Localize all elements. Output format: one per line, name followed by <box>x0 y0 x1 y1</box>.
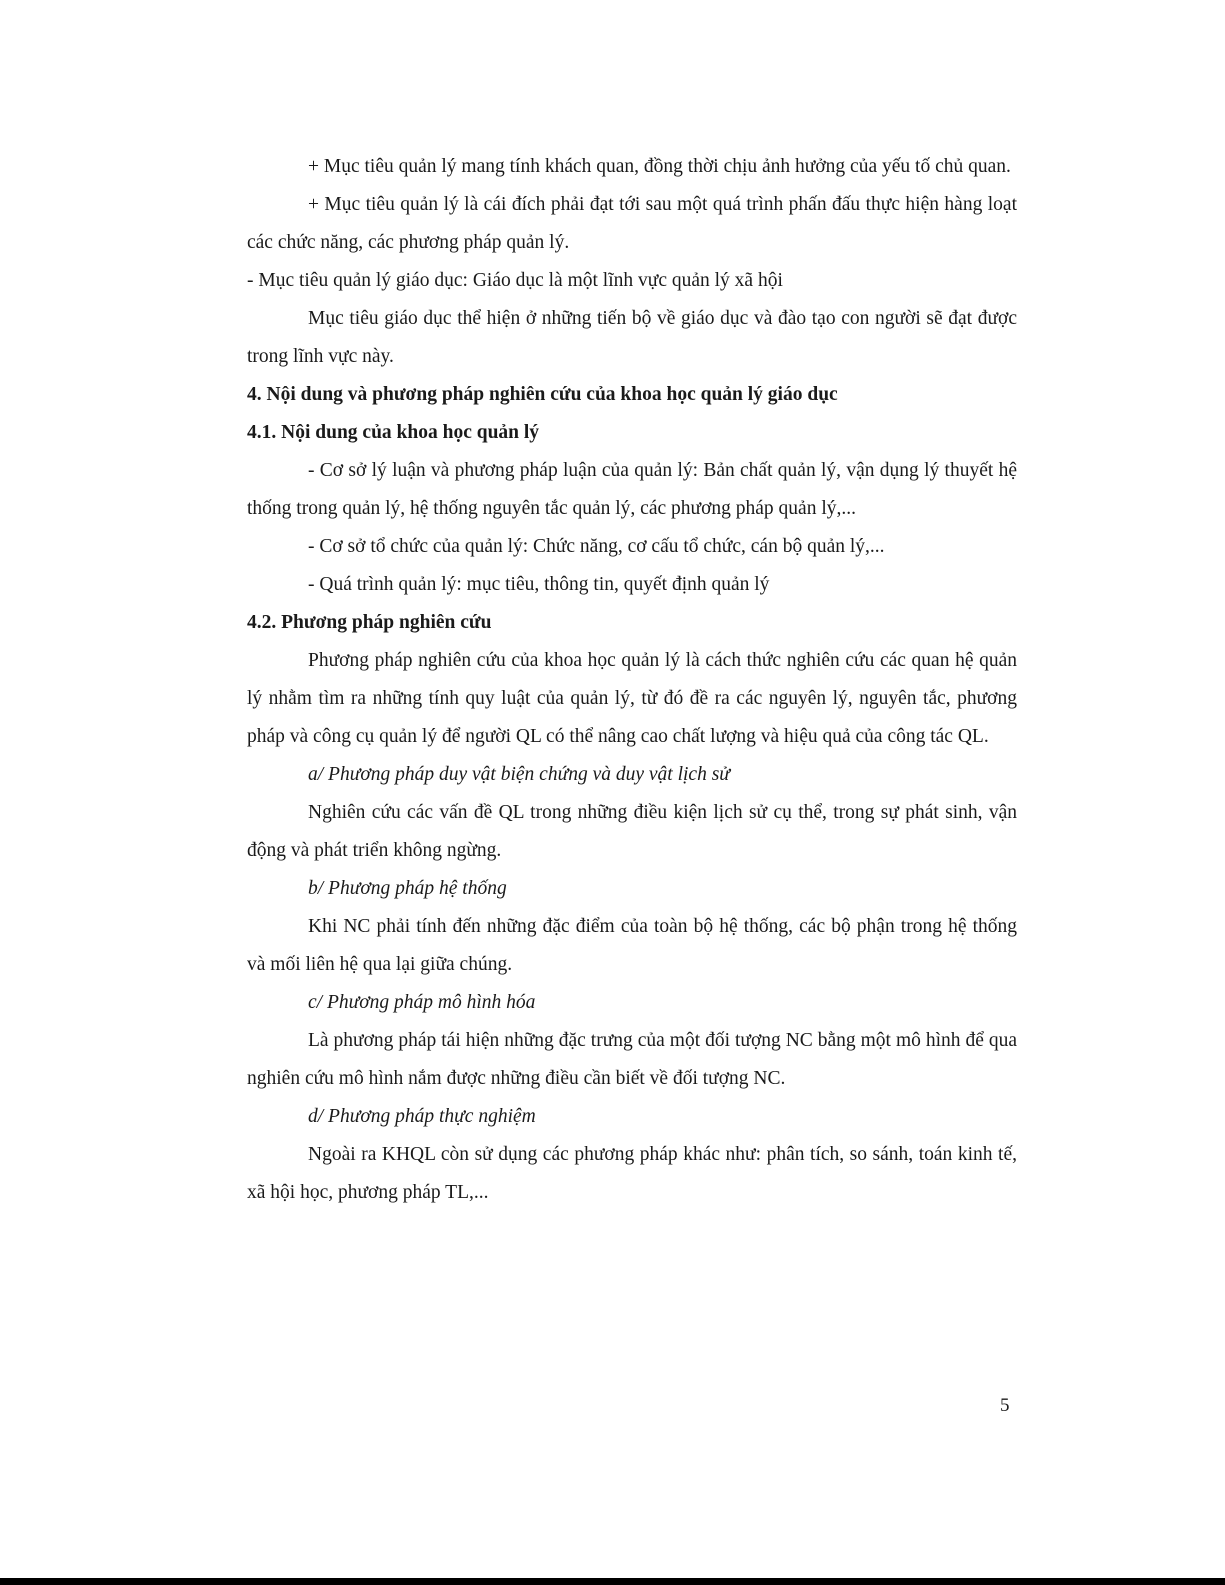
paragraph-education-progress: Mục tiêu giáo dục thể hiện ở những tiến bộ về giáo dục và đào tạo con người sẽ đạt được trong lĩnh vực này. <box>247 308 1017 367</box>
paragraph-management-process: - Quá trình quản lý: mục tiêu, thông tin, quyết định quản lý <box>308 574 770 595</box>
paragraph-objective-goal: + Mục tiêu quản lý là cái đích phải đạt tới sau một quá trình phấn đấu thực hiện hàng loạt các chức năng, các phương pháp quản lý. <box>247 194 1017 253</box>
section-heading-4-2: 4.2. Phương pháp nghiên cứu <box>247 612 492 633</box>
page-number: 5 <box>1000 1395 1010 1416</box>
paragraph-education-objective: - Mục tiêu quản lý giáo dục: Giáo dục là một lĩnh vực quản lý xã hội <box>247 270 783 291</box>
subheading-method-b: b/ Phương pháp hệ thống <box>308 878 507 899</box>
page-body <box>247 148 1017 1212</box>
paragraph-theory-basis: - Cơ sở lý luận và phương pháp luận của quản lý: Bản chất quản lý, vận dụng lý thuyết hệ thống trong quản lý, hệ thống nguyên tắc quản lý, các phương pháp quản lý,... <box>247 460 1017 519</box>
section-heading-4-1: 4.1. Nội dung của khoa học quản lý <box>247 422 540 443</box>
paragraph-organization-basis: - Cơ sở tổ chức của quản lý: Chức năng, cơ cấu tổ chức, cán bộ quản lý,... <box>308 536 885 557</box>
section-heading-4: 4. Nội dung và phương pháp nghiên cứu của khoa học quản lý giáo dục <box>247 384 838 405</box>
paragraph-research-method: Phương pháp nghiên cứu của khoa học quản lý là cách thức nghiên cứu các quan hệ quản lý nhằm tìm ra những tính quy luật của quản lý, từ đó đề ra các nguyên lý, nguyên tắc, phương pháp và công cụ quản lý để người QL có thể nâng cao chất lượng và hiệu quả của công tác QL. <box>247 650 1017 747</box>
paragraph-objective-objective: + Mục tiêu quản lý mang tính khách quan, đồng thời chịu ảnh hưởng của yếu tố chủ quan. <box>308 156 1011 177</box>
paragraph-method-b: Khi NC phải tính đến những đặc điểm của toàn bộ hệ thống, các bộ phận trong hệ thống và mối liên hệ qua lại giữa chúng. <box>247 916 1017 975</box>
subheading-method-c: c/ Phương pháp mô hình hóa <box>308 992 536 1013</box>
bottom-border <box>0 1578 1225 1585</box>
paragraph-method-d: Ngoài ra KHQL còn sử dụng các phương pháp khác như: phân tích, so sánh, toán kinh tế, xã hội học, phương pháp TL,... <box>247 1144 1017 1203</box>
paragraph-method-c: Là phương pháp tái hiện những đặc trưng của một đối tượng NC bằng một mô hình để qua nghiên cứu mô hình nắm được những điều cần biết về đối tượng NC. <box>247 1030 1017 1089</box>
subheading-method-d: d/ Phương pháp thực nghiệm <box>308 1106 536 1127</box>
subheading-method-a: a/ Phương pháp duy vật biện chứng và duy vật lịch sử <box>308 764 730 785</box>
paragraph-method-a: Nghiên cứu các vấn đề QL trong những điều kiện lịch sử cụ thể, trong sự phát sinh, vận động và phát triển không ngừng. <box>247 802 1017 861</box>
